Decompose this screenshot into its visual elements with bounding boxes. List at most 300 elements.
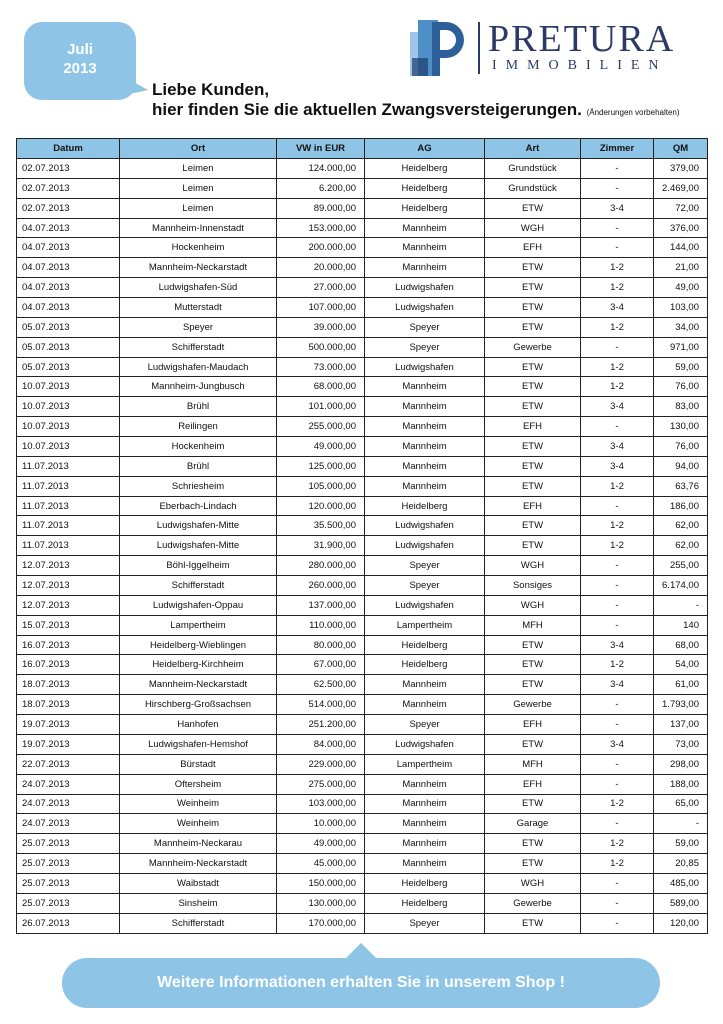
logo-subtitle: IMMOBILIEN: [492, 58, 668, 73]
cell-vw: 125.000,00: [277, 456, 365, 476]
cell-art: ETW: [485, 635, 581, 655]
table-row: [17, 198, 708, 218]
cell-ag: Mannheim: [365, 417, 485, 437]
cell-vw: 27.000,00: [277, 278, 365, 298]
cell-art: Gewerbe: [485, 893, 581, 913]
cell-art: WGH: [485, 556, 581, 576]
cell-datum: 02.07.2013: [17, 178, 120, 198]
cell-datum: 19.07.2013: [17, 734, 120, 754]
cell-ag: Mannheim: [365, 675, 485, 695]
table-row: [17, 258, 708, 278]
cell-ort: Weinheim: [120, 794, 277, 814]
cell-ag: Mannheim: [365, 238, 485, 258]
auction-table: [16, 138, 708, 934]
cell-art: EFH: [485, 238, 581, 258]
cell-datum: 24.07.2013: [17, 814, 120, 834]
cell-datum: 04.07.2013: [17, 218, 120, 238]
cell-ort: Mannheim-Neckarau: [120, 834, 277, 854]
cell-vw: 153.000,00: [277, 218, 365, 238]
cell-vw: 107.000,00: [277, 298, 365, 318]
cell-vw: 49.000,00: [277, 834, 365, 854]
cell-ag: Heidelberg: [365, 198, 485, 218]
cell-zimmer: 1-2: [581, 377, 654, 397]
cell-qm: 140: [654, 615, 708, 635]
greeting: Liebe Kunden,: [152, 80, 270, 99]
cell-vw: 62.500,00: [277, 675, 365, 695]
cell-zimmer: 1-2: [581, 794, 654, 814]
cell-ort: Ludwigshafen-Maudach: [120, 357, 277, 377]
cell-ag: Mannheim: [365, 456, 485, 476]
cell-vw: 280.000,00: [277, 556, 365, 576]
cell-qm: -: [654, 595, 708, 615]
cell-ort: Hockenheim: [120, 238, 277, 258]
cell-datum: 25.07.2013: [17, 873, 120, 893]
cell-qm: 298,00: [654, 754, 708, 774]
cell-datum: 04.07.2013: [17, 298, 120, 318]
table-row: [17, 456, 708, 476]
cell-ort: Schifferstadt: [120, 913, 277, 933]
cell-qm: 65,00: [654, 794, 708, 814]
cell-art: ETW: [485, 258, 581, 278]
cell-art: ETW: [485, 278, 581, 298]
cell-datum: 11.07.2013: [17, 516, 120, 536]
cell-zimmer: -: [581, 576, 654, 596]
cell-qm: 72,00: [654, 198, 708, 218]
table-row: [17, 357, 708, 377]
cell-vw: 45.000,00: [277, 854, 365, 874]
cell-ort: Ludwigshafen-Hemshof: [120, 734, 277, 754]
logo-mark-icon: [410, 18, 470, 78]
intro-note: (Änderungen vorbehalten): [586, 108, 680, 117]
table-row: [17, 397, 708, 417]
cell-art: MFH: [485, 615, 581, 635]
cell-datum: 04.07.2013: [17, 238, 120, 258]
cell-zimmer: 3-4: [581, 456, 654, 476]
cell-ort: Mannheim-Neckarstadt: [120, 675, 277, 695]
logo-name: PRETURA: [488, 18, 676, 60]
cell-zimmer: 1-2: [581, 655, 654, 675]
cell-art: WGH: [485, 218, 581, 238]
cell-ort: Leimen: [120, 198, 277, 218]
cell-art: EFH: [485, 496, 581, 516]
cell-datum: 25.07.2013: [17, 893, 120, 913]
cell-zimmer: 3-4: [581, 298, 654, 318]
cell-zimmer: 1-2: [581, 516, 654, 536]
table-row: [17, 754, 708, 774]
cell-ag: Heidelberg: [365, 159, 485, 179]
cell-qm: 34,00: [654, 317, 708, 337]
cell-qm: 376,00: [654, 218, 708, 238]
cell-art: Gewerbe: [485, 695, 581, 715]
cell-datum: 11.07.2013: [17, 496, 120, 516]
cell-datum: 11.07.2013: [17, 476, 120, 496]
cell-zimmer: 3-4: [581, 734, 654, 754]
cell-ort: Weinheim: [120, 814, 277, 834]
cell-art: EFH: [485, 417, 581, 437]
cell-ort: Ludwigshafen-Oppau: [120, 595, 277, 615]
cell-ort: Mannheim-Neckarstadt: [120, 258, 277, 278]
cell-zimmer: -: [581, 178, 654, 198]
cell-ag: Heidelberg: [365, 635, 485, 655]
cell-datum: 12.07.2013: [17, 595, 120, 615]
cell-datum: 12.07.2013: [17, 576, 120, 596]
table-row: [17, 774, 708, 794]
cell-qm: 73,00: [654, 734, 708, 754]
cell-qm: 971,00: [654, 337, 708, 357]
cell-ort: Ludwigshafen-Süd: [120, 278, 277, 298]
shop-banner[interactable]: Weitere Informationen erhalten Sie in unserem Shop !: [62, 958, 660, 1008]
cell-ort: Oftersheim: [120, 774, 277, 794]
cell-zimmer: -: [581, 615, 654, 635]
header-art: Art: [485, 139, 581, 159]
cell-art: ETW: [485, 317, 581, 337]
table-row: [17, 437, 708, 457]
cell-qm: 59,00: [654, 834, 708, 854]
cell-ag: Lampertheim: [365, 615, 485, 635]
cell-datum: 02.07.2013: [17, 159, 120, 179]
cell-qm: 68,00: [654, 635, 708, 655]
cell-datum: 10.07.2013: [17, 377, 120, 397]
cell-datum: 19.07.2013: [17, 715, 120, 735]
cell-ag: Mannheim: [365, 377, 485, 397]
cell-ort: Reilingen: [120, 417, 277, 437]
cell-zimmer: 1-2: [581, 834, 654, 854]
cell-zimmer: -: [581, 715, 654, 735]
month-name: Juli: [67, 41, 93, 58]
cell-vw: 229.000,00: [277, 754, 365, 774]
cell-vw: 89.000,00: [277, 198, 365, 218]
header-ag: AG: [365, 139, 485, 159]
cell-qm: 76,00: [654, 437, 708, 457]
cell-qm: 103,00: [654, 298, 708, 318]
cell-datum: 22.07.2013: [17, 754, 120, 774]
cell-vw: 80.000,00: [277, 635, 365, 655]
cell-art: WGH: [485, 873, 581, 893]
cell-vw: 31.900,00: [277, 536, 365, 556]
cell-ag: Mannheim: [365, 854, 485, 874]
table-row: [17, 893, 708, 913]
cell-ort: Böhl-Iggelheim: [120, 556, 277, 576]
cell-zimmer: 1-2: [581, 854, 654, 874]
cell-vw: 200.000,00: [277, 238, 365, 258]
table-row: [17, 317, 708, 337]
cell-art: Grundstück: [485, 159, 581, 179]
cell-qm: 20,85: [654, 854, 708, 874]
table-row: [17, 238, 708, 258]
cell-ort: Heidelberg-Wieblingen: [120, 635, 277, 655]
cell-zimmer: -: [581, 913, 654, 933]
table-row: [17, 536, 708, 556]
cell-art: Grundstück: [485, 178, 581, 198]
cell-datum: 24.07.2013: [17, 794, 120, 814]
cell-zimmer: 1-2: [581, 536, 654, 556]
cell-art: WGH: [485, 595, 581, 615]
cell-ort: Hirschberg-Großsachsen: [120, 695, 277, 715]
cell-vw: 49.000,00: [277, 437, 365, 457]
table-body: [17, 159, 708, 934]
table-row: [17, 556, 708, 576]
cell-qm: 1.793,00: [654, 695, 708, 715]
cell-art: ETW: [485, 655, 581, 675]
cell-art: Gewerbe: [485, 337, 581, 357]
cell-vw: 39.000,00: [277, 317, 365, 337]
cell-ag: Speyer: [365, 715, 485, 735]
table-row: [17, 476, 708, 496]
cell-ag: Speyer: [365, 913, 485, 933]
cell-datum: 16.07.2013: [17, 635, 120, 655]
cell-vw: 260.000,00: [277, 576, 365, 596]
table-row: [17, 377, 708, 397]
cell-art: ETW: [485, 794, 581, 814]
cell-zimmer: -: [581, 337, 654, 357]
cell-vw: 6.200,00: [277, 178, 365, 198]
cell-vw: 124.000,00: [277, 159, 365, 179]
cell-ort: Schifferstadt: [120, 576, 277, 596]
cell-ag: Speyer: [365, 317, 485, 337]
cell-zimmer: -: [581, 417, 654, 437]
cell-vw: 130.000,00: [277, 893, 365, 913]
cell-qm: -: [654, 814, 708, 834]
cell-art: ETW: [485, 377, 581, 397]
cell-art: EFH: [485, 774, 581, 794]
cell-vw: 500.000,00: [277, 337, 365, 357]
cell-qm: 137,00: [654, 715, 708, 735]
cell-vw: 137.000,00: [277, 595, 365, 615]
cell-ort: Ludwigshafen-Mitte: [120, 536, 277, 556]
cell-qm: 2.469,00: [654, 178, 708, 198]
cell-art: EFH: [485, 715, 581, 735]
cell-zimmer: 3-4: [581, 198, 654, 218]
header-vw: VW in EUR: [277, 139, 365, 159]
cell-datum: 05.07.2013: [17, 357, 120, 377]
cell-qm: 379,00: [654, 159, 708, 179]
table-row: [17, 814, 708, 834]
cell-datum: 11.07.2013: [17, 456, 120, 476]
cell-datum: 05.07.2013: [17, 337, 120, 357]
cell-ort: Leimen: [120, 178, 277, 198]
cell-vw: 10.000,00: [277, 814, 365, 834]
cell-ort: Schifferstadt: [120, 337, 277, 357]
cell-zimmer: -: [581, 774, 654, 794]
month-year: 2013: [63, 60, 97, 77]
cell-ag: Ludwigshafen: [365, 516, 485, 536]
cell-datum: 16.07.2013: [17, 655, 120, 675]
cell-qm: 144,00: [654, 238, 708, 258]
table-row: [17, 278, 708, 298]
table-header-row: [17, 139, 708, 159]
table-row: [17, 417, 708, 437]
cell-ag: Ludwigshafen: [365, 734, 485, 754]
cell-art: ETW: [485, 456, 581, 476]
cell-ag: Heidelberg: [365, 655, 485, 675]
cell-datum: 11.07.2013: [17, 536, 120, 556]
cell-ort: Brühl: [120, 456, 277, 476]
header-datum: Datum: [17, 139, 120, 159]
cell-qm: 94,00: [654, 456, 708, 476]
table-row: [17, 337, 708, 357]
cell-zimmer: -: [581, 556, 654, 576]
cell-art: ETW: [485, 357, 581, 377]
cell-zimmer: -: [581, 218, 654, 238]
cell-art: Garage: [485, 814, 581, 834]
cell-zimmer: 1-2: [581, 258, 654, 278]
table-row: [17, 854, 708, 874]
cell-ort: Brühl: [120, 397, 277, 417]
cell-datum: 18.07.2013: [17, 675, 120, 695]
cell-qm: 61,00: [654, 675, 708, 695]
cell-ag: Lampertheim: [365, 754, 485, 774]
cell-ag: Mannheim: [365, 794, 485, 814]
table-row: [17, 734, 708, 754]
intro-sentence: [152, 100, 712, 123]
cell-vw: 275.000,00: [277, 774, 365, 794]
cell-art: ETW: [485, 476, 581, 496]
cell-qm: 188,00: [654, 774, 708, 794]
cell-art: ETW: [485, 734, 581, 754]
cell-zimmer: -: [581, 893, 654, 913]
logo-divider: [478, 22, 480, 74]
header-qm: QM: [654, 139, 708, 159]
cell-vw: 255.000,00: [277, 417, 365, 437]
cell-zimmer: -: [581, 595, 654, 615]
cell-zimmer: 1-2: [581, 476, 654, 496]
cell-zimmer: 3-4: [581, 437, 654, 457]
cell-datum: 26.07.2013: [17, 913, 120, 933]
cell-qm: 59,00: [654, 357, 708, 377]
cell-vw: 120.000,00: [277, 496, 365, 516]
cell-ort: Leimen: [120, 159, 277, 179]
cell-qm: 76,00: [654, 377, 708, 397]
cell-art: ETW: [485, 298, 581, 318]
table-row: [17, 794, 708, 814]
cell-qm: 49,00: [654, 278, 708, 298]
cell-ag: Mannheim: [365, 218, 485, 238]
cell-qm: 21,00: [654, 258, 708, 278]
cell-zimmer: -: [581, 754, 654, 774]
cell-zimmer: -: [581, 159, 654, 179]
cell-datum: 02.07.2013: [17, 198, 120, 218]
cell-qm: 6.174,00: [654, 576, 708, 596]
cell-qm: 83,00: [654, 397, 708, 417]
cell-ag: Heidelberg: [365, 893, 485, 913]
cell-art: ETW: [485, 834, 581, 854]
cell-datum: 05.07.2013: [17, 317, 120, 337]
table-row: [17, 159, 708, 179]
table-row: [17, 615, 708, 635]
cell-datum: 10.07.2013: [17, 437, 120, 457]
table-row: [17, 695, 708, 715]
cell-qm: 255,00: [654, 556, 708, 576]
cell-datum: 04.07.2013: [17, 278, 120, 298]
cell-zimmer: -: [581, 496, 654, 516]
auction-table-container: [16, 138, 707, 934]
cell-ort: Hockenheim: [120, 437, 277, 457]
cell-datum: 04.07.2013: [17, 258, 120, 278]
table-row: [17, 913, 708, 933]
table-row: [17, 834, 708, 854]
cell-vw: 170.000,00: [277, 913, 365, 933]
cell-art: Sonsiges: [485, 576, 581, 596]
cell-art: ETW: [485, 675, 581, 695]
cell-qm: 63,76: [654, 476, 708, 496]
cell-vw: 35.500,00: [277, 516, 365, 536]
table-row: [17, 178, 708, 198]
cell-art: ETW: [485, 397, 581, 417]
cell-qm: 485,00: [654, 873, 708, 893]
header-ort: Ort: [120, 139, 277, 159]
cell-ort: Speyer: [120, 317, 277, 337]
table-row: [17, 595, 708, 615]
intro-text: [152, 80, 712, 123]
cell-qm: 54,00: [654, 655, 708, 675]
cell-ag: Ludwigshafen: [365, 536, 485, 556]
cell-vw: 67.000,00: [277, 655, 365, 675]
cell-ag: Heidelberg: [365, 178, 485, 198]
cell-ag: Ludwigshafen: [365, 298, 485, 318]
cell-ag: Heidelberg: [365, 496, 485, 516]
table-row: [17, 576, 708, 596]
cell-qm: 120,00: [654, 913, 708, 933]
cell-ag: Mannheim: [365, 695, 485, 715]
cell-ort: Mannheim-Neckarstadt: [120, 854, 277, 874]
cell-datum: 24.07.2013: [17, 774, 120, 794]
cell-art: ETW: [485, 536, 581, 556]
cell-vw: 101.000,00: [277, 397, 365, 417]
cell-datum: 10.07.2013: [17, 417, 120, 437]
cell-ort: Schriesheim: [120, 476, 277, 496]
cell-art: ETW: [485, 913, 581, 933]
cell-ag: Ludwigshafen: [365, 595, 485, 615]
cell-ag: Speyer: [365, 337, 485, 357]
cell-vw: 150.000,00: [277, 873, 365, 893]
cell-ort: Mannheim-Innenstadt: [120, 218, 277, 238]
cell-ag: Ludwigshafen: [365, 357, 485, 377]
cell-art: MFH: [485, 754, 581, 774]
cell-vw: 84.000,00: [277, 734, 365, 754]
cell-qm: 186,00: [654, 496, 708, 516]
table-row: [17, 873, 708, 893]
table-row: [17, 516, 708, 536]
table-row: [17, 298, 708, 318]
cell-datum: 25.07.2013: [17, 834, 120, 854]
cell-ort: Bürstadt: [120, 754, 277, 774]
cell-ag: Speyer: [365, 556, 485, 576]
cell-ag: Speyer: [365, 576, 485, 596]
cell-zimmer: 1-2: [581, 317, 654, 337]
cell-datum: 25.07.2013: [17, 854, 120, 874]
pretura-logo: [410, 18, 700, 78]
cell-ort: Sinsheim: [120, 893, 277, 913]
cell-vw: 68.000,00: [277, 377, 365, 397]
cell-ag: Mannheim: [365, 834, 485, 854]
table-row: [17, 715, 708, 735]
cell-ort: Ludwigshafen-Mitte: [120, 516, 277, 536]
cell-vw: 20.000,00: [277, 258, 365, 278]
cell-art: ETW: [485, 198, 581, 218]
month-badge: [24, 22, 136, 100]
cell-datum: 18.07.2013: [17, 695, 120, 715]
cell-vw: 514.000,00: [277, 695, 365, 715]
table-row: [17, 635, 708, 655]
cell-zimmer: -: [581, 873, 654, 893]
table-row: [17, 218, 708, 238]
cell-datum: 10.07.2013: [17, 397, 120, 417]
cell-ort: Eberbach-Lindach: [120, 496, 277, 516]
header-zimmer: Zimmer: [581, 139, 654, 159]
cell-vw: 110.000,00: [277, 615, 365, 635]
cell-ag: Mannheim: [365, 814, 485, 834]
cell-ag: Mannheim: [365, 476, 485, 496]
